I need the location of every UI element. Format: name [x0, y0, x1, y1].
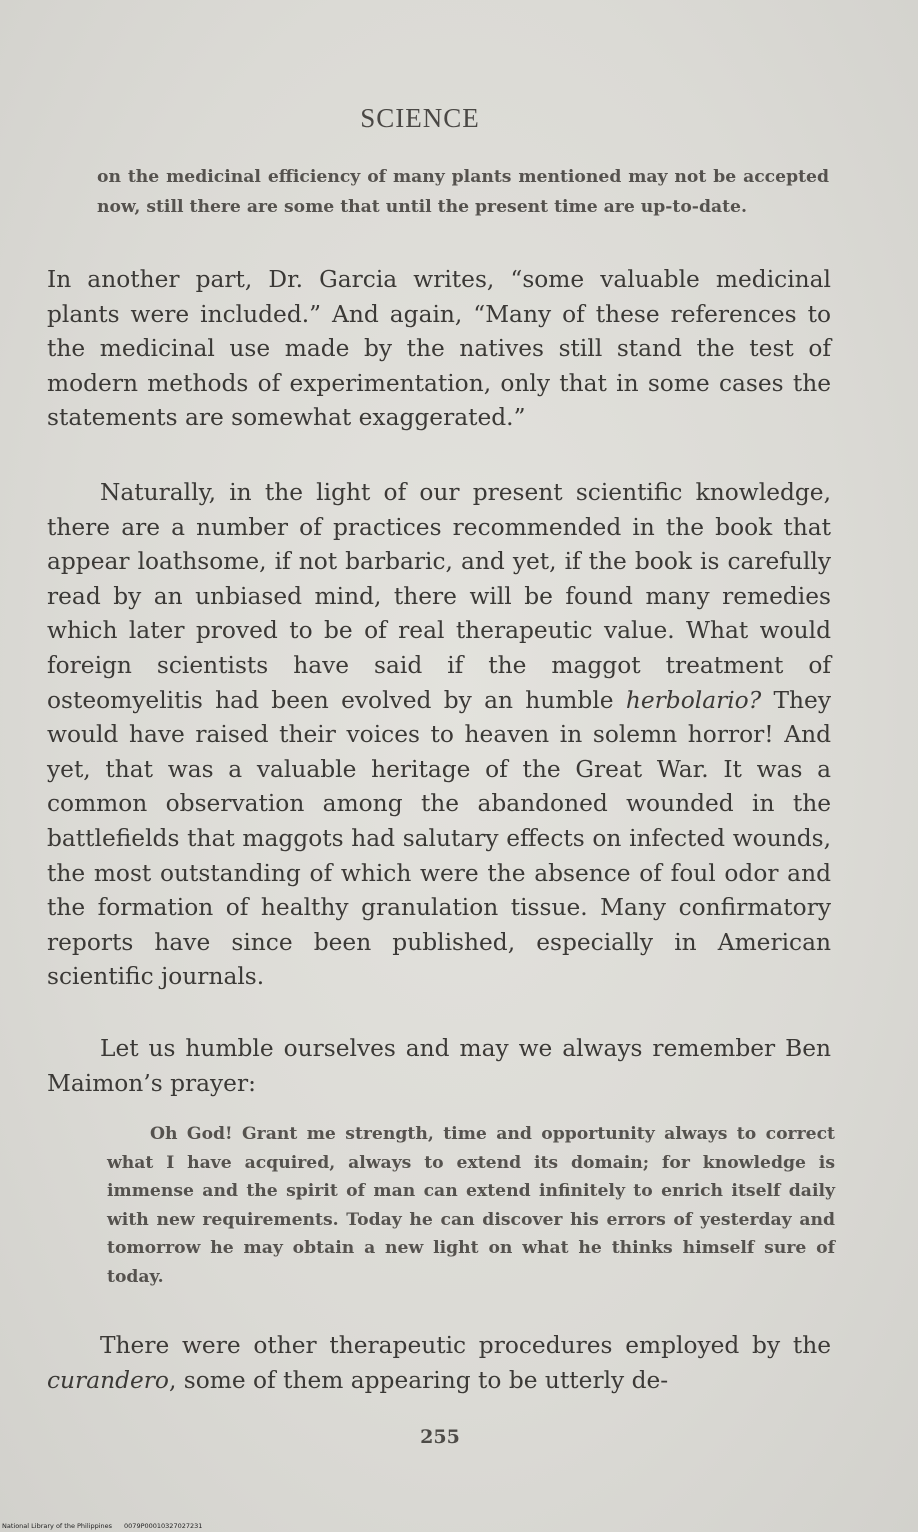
paragraph-text: In another part, Dr. Garcia writes, “some valuable medicinal plants were included.” And again, “Many of these references to the medicinal use made by the natives still stand the test of modern methods of experimentation, only that in some cases the statements are somewhat exaggerated.” — [47, 266, 831, 432]
scan-footer — [2, 1522, 214, 1530]
prayer-text: Oh God! Grant me strength, time and opportunity always to correct what I have acquired, always to extend its domain; for knowledge is immense and the spirit of man can extend infinitely to enrich itself daily with new requirements. Today he can discover his errors of yesterday and tomorrow he may obtain a new light on what he thinks himself sure of today. — [107, 1124, 835, 1287]
footer-identifier: 0079P00010327027231 — [124, 1522, 203, 1530]
paragraph-garcia — [47, 263, 831, 436]
footer-source: National Library of the Philippines — [2, 1522, 113, 1530]
paragraph-text: Let us humble ourselves and may we always remember Ben Maimon’s prayer: — [47, 1035, 831, 1097]
paragraph-text-part: There were other therapeutic procedures employed by the — [100, 1332, 831, 1359]
italic-term-herbolario: herbolario? — [625, 686, 762, 714]
block-quote-top: on the medicinal efficiency of many plants mentioned may not be accepted now, still there are some that until the present time are up-to-date. — [97, 167, 829, 217]
page-number: 255 — [420, 1426, 460, 1448]
paragraph-humble — [47, 1032, 831, 1101]
italic-term-curandero: curandero — [47, 1366, 169, 1394]
paragraph-naturally — [47, 476, 831, 995]
running-header: SCIENCE — [360, 103, 480, 133]
paragraph-text-part: , some of them appearing to be utterly de- — [168, 1366, 669, 1394]
block-quote-prayer — [107, 1120, 835, 1291]
paragraph-curandero — [47, 1329, 831, 1398]
paragraph-text-part: Naturally, in the light of our present scientific knowledge, there are a number of practices recommended in the book that appear loathsome, if not barbaric, and yet, if the book is carefully read by an unbiased mind, there will be found many remedies which later proved to be of real therapeutic value. What would foreign scientists have said if the maggot treatment of osteomyelitis had been evolved by an humble — [47, 479, 831, 714]
paragraph-text-part: They would have raised their voices to heaven in solemn horror! And yet, that was a valuable heritage of the Great War. It was a common observation among the abandoned wounded in the battlefields that maggots had salutary effects on infected wounds, the most outstanding of which were the absence of foul odor and the formation of healthy granulation tissue. Many confirmatory reports have since been published, especially in American scientific journals. — [47, 686, 831, 991]
